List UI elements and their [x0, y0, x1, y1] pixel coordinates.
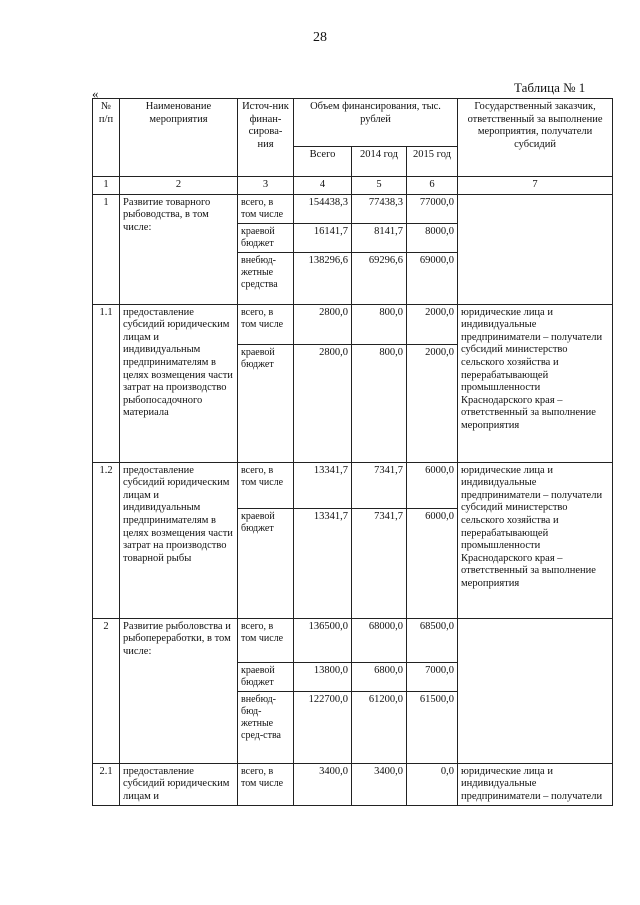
- row-number: 2: [93, 618, 120, 763]
- amount-y2015: 2000,0: [407, 304, 458, 344]
- customer-info: [458, 194, 613, 304]
- col-number: 4: [294, 177, 352, 195]
- customer-info: юридические лица и индивидуальные предприниматели – получатели субсидий министерство сельского хозяйства и перерабатывающей промышленности Краснодарского края – ответственный за выполнение мероприятия: [458, 304, 613, 462]
- amount-y2014: 69296,6: [352, 252, 407, 304]
- table-row: [93, 194, 613, 223]
- col-number: 6: [407, 177, 458, 195]
- activity-name: предоставление субсидий юридическим лицам и: [120, 763, 238, 806]
- amount-total: 136500,0: [294, 618, 352, 662]
- activity-name: Развитие рыболовства и рыбопереработки, в том числе:: [120, 618, 238, 763]
- funding-source: всего, в том числе: [238, 304, 294, 344]
- amount-total: 154438,3: [294, 194, 352, 223]
- col-number: 2: [120, 177, 238, 195]
- funding-source: внебюд-бюд-жетные сред-ства: [238, 691, 294, 763]
- amount-y2014: 7341,7: [352, 462, 407, 508]
- amount-y2015: 7000,0: [407, 662, 458, 691]
- funding-source: всего, в том числе: [238, 462, 294, 508]
- table-row: [93, 304, 613, 344]
- col-number: 3: [238, 177, 294, 195]
- funding-source: краевой бюджет: [238, 223, 294, 252]
- header-num: № п/п: [93, 99, 120, 177]
- customer-info: юридические лица и индивидуальные предприниматели – получатели: [458, 763, 613, 806]
- amount-total: 3400,0: [294, 763, 352, 806]
- amount-total: 2800,0: [294, 304, 352, 344]
- customer-info: [458, 618, 613, 763]
- amount-y2015: 69000,0: [407, 252, 458, 304]
- header-volume: Объем финансирования, тыс. рублей: [294, 99, 458, 147]
- header-source: Источ-ник финан-сирова-ния: [238, 99, 294, 177]
- amount-y2015: 6000,0: [407, 462, 458, 508]
- amount-y2014: 3400,0: [352, 763, 407, 806]
- funding-source: внебюд-жетные средства: [238, 252, 294, 304]
- amount-total: 138296,6: [294, 252, 352, 304]
- amount-y2015: 8000,0: [407, 223, 458, 252]
- table-row: [93, 462, 613, 508]
- amount-total: 2800,0: [294, 344, 352, 462]
- amount-total: 13341,7: [294, 508, 352, 618]
- amount-y2014: 800,0: [352, 344, 407, 462]
- amount-y2014: 7341,7: [352, 508, 407, 618]
- row-number: 1: [93, 194, 120, 304]
- col-number: 5: [352, 177, 407, 195]
- amount-y2014: 61200,0: [352, 691, 407, 763]
- amount-y2014: 6800,0: [352, 662, 407, 691]
- table-row: [93, 763, 613, 806]
- customer-info: юридические лица и индивидуальные предприниматели – получатели субсидий министерство сельского хозяйства и перерабатывающей промышленности Краснодарского края – ответственный за выполнение мероприятия: [458, 462, 613, 618]
- page-number: 28: [313, 30, 327, 45]
- amount-total: 122700,0: [294, 691, 352, 763]
- funding-source: краевой бюджет: [238, 508, 294, 618]
- amount-total: 13800,0: [294, 662, 352, 691]
- amount-y2014: 68000,0: [352, 618, 407, 662]
- activity-name: предоставление субсидий юридическим лицам и индивидуальным предпринимателям в целях возмещения части затрат на производство рыбопосадочного материала: [120, 304, 238, 462]
- amount-y2015: 0,0: [407, 763, 458, 806]
- row-number: 1.1: [93, 304, 120, 462]
- amount-total: 16141,7: [294, 223, 352, 252]
- funding-source: всего, в том числе: [238, 618, 294, 662]
- amount-y2015: 61500,0: [407, 691, 458, 763]
- financing-table: [92, 98, 613, 806]
- amount-y2014: 77438,3: [352, 194, 407, 223]
- header-2015: 2015 год: [407, 147, 458, 177]
- activity-name: предоставление субсидий юридическим лицам и индивидуальным предпринимателям в целях возмещения части затрат на производство товарной рыбы: [120, 462, 238, 618]
- funding-source: всего, в том числе: [238, 763, 294, 806]
- amount-y2014: 800,0: [352, 304, 407, 344]
- col-number: 1: [93, 177, 120, 195]
- table-label: Таблица № 1: [514, 80, 586, 95]
- header-total: Всего: [294, 147, 352, 177]
- header-2014: 2014 год: [352, 147, 407, 177]
- amount-y2015: 77000,0: [407, 194, 458, 223]
- row-number: 1.2: [93, 462, 120, 618]
- amount-total: 13341,7: [294, 462, 352, 508]
- amount-y2014: 8141,7: [352, 223, 407, 252]
- amount-y2015: 68500,0: [407, 618, 458, 662]
- amount-y2015: 6000,0: [407, 508, 458, 618]
- funding-source: краевой бюджет: [238, 344, 294, 462]
- amount-y2015: 2000,0: [407, 344, 458, 462]
- col-number: 7: [458, 177, 613, 195]
- funding-source: всего, в том числе: [238, 194, 294, 223]
- funding-source: краевой бюджет: [238, 662, 294, 691]
- header-name: Наименование мероприятия: [120, 99, 238, 177]
- row-number: 2.1: [93, 763, 120, 806]
- activity-name: Развитие товарного рыбоводства, в том числе:: [120, 194, 238, 304]
- header-customer: Государственный заказчик, ответственный за выполнение мероприятия, получатели субсидий: [458, 99, 613, 177]
- quote-mark: «: [92, 86, 99, 101]
- table-row: [93, 618, 613, 662]
